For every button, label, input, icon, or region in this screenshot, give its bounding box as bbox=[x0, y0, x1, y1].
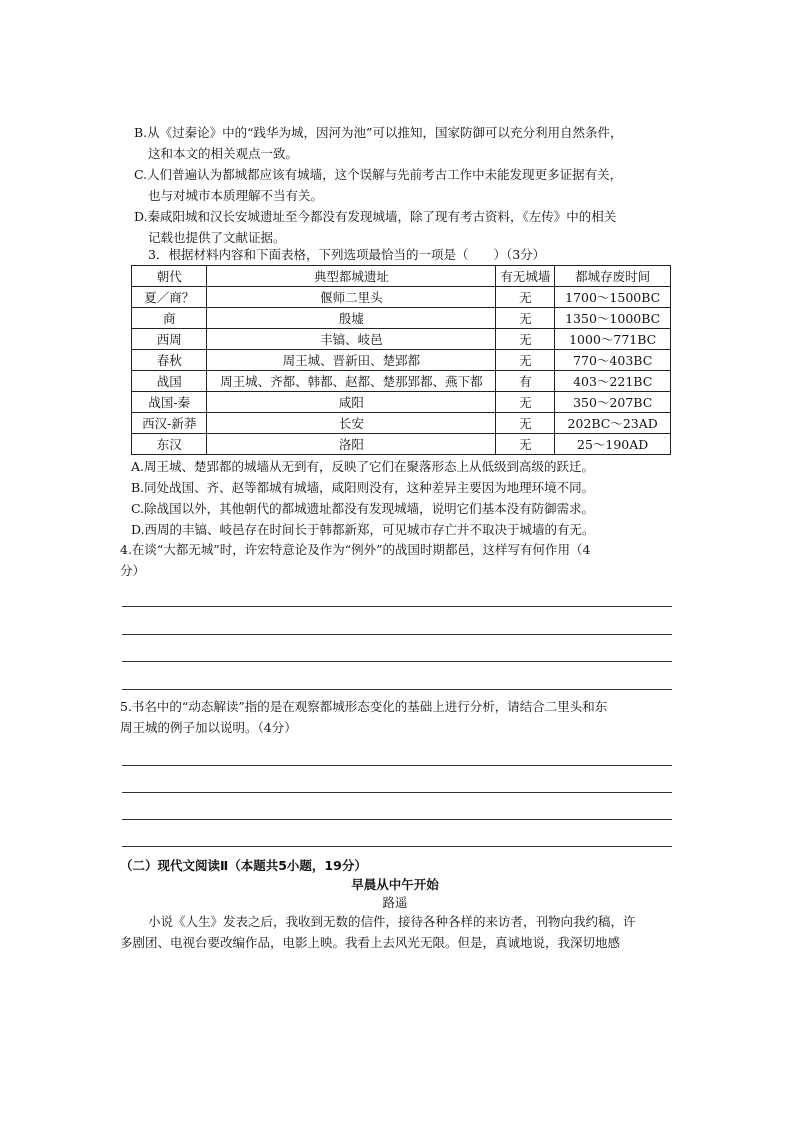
capital-cities-table bbox=[131, 265, 671, 455]
answer-line[interactable] bbox=[122, 634, 672, 635]
table-cell: 无 bbox=[496, 392, 555, 413]
table-cell: 1700～1500BC bbox=[555, 287, 671, 308]
q3-option-d: D.西周的丰镐、岐邑存在时间长于韩都新郑，可见城市存亡并不取决于城墙的有无。 bbox=[131, 522, 595, 537]
answer-line[interactable] bbox=[122, 689, 672, 690]
table-cell: 丰镐、岐邑 bbox=[207, 329, 496, 350]
table-cell: 无 bbox=[496, 350, 555, 371]
table-cell: 1350～1000BC bbox=[555, 308, 671, 329]
q3-option-b: B.同处战国、齐、赵等都城有城墙，咸阳则没有，这种差异主要因为地理环境不同。 bbox=[131, 480, 595, 495]
option-c-line1: C.人们普遍认为都城都应该有城墙，这个误解与先前考古工作中未能发现更多证据有关， bbox=[134, 167, 623, 182]
table-cell: 无 bbox=[496, 308, 555, 329]
table-row bbox=[132, 350, 671, 371]
answer-line[interactable] bbox=[122, 792, 672, 793]
table-cell: 夏／商？ bbox=[132, 287, 207, 308]
article-title: 早晨从中午开始 bbox=[351, 877, 439, 892]
question-5-line2: 周王城的例子加以说明。（4分） bbox=[120, 720, 297, 735]
table-row bbox=[132, 329, 671, 350]
table-row bbox=[132, 371, 671, 392]
table-cell: 西周 bbox=[132, 329, 207, 350]
table-cell: 偃师二里头 bbox=[207, 287, 496, 308]
option-d-line1: D.秦咸阳城和汉长安城遗址至今都没有发现城墙，除了现有考古资料，《左传》中的相关 bbox=[134, 209, 617, 224]
table-cell: 350～207BC bbox=[555, 392, 671, 413]
table-header-cell: 有无城墙 bbox=[496, 266, 555, 287]
table-cell: 有 bbox=[496, 371, 555, 392]
option-d-line2: 记载也提供了文献证据。 bbox=[148, 230, 286, 245]
article-author: 路遥 bbox=[382, 895, 408, 910]
table-cell: 战国 bbox=[132, 371, 207, 392]
option-b-line2: 这和本文的相关观点一致。 bbox=[148, 146, 299, 161]
answer-line[interactable] bbox=[122, 606, 672, 607]
option-b-line1: B.从《过秦论》中的“践华为城，因河为池”可以推知，国家防御可以充分利用自然条件， bbox=[134, 125, 623, 140]
answer-line[interactable] bbox=[122, 765, 672, 766]
table-row bbox=[132, 392, 671, 413]
table-cell: 403～221BC bbox=[555, 371, 671, 392]
section-heading: （二）现代文阅读Ⅱ（本题共5小题，19分） bbox=[120, 858, 367, 873]
table-header-row bbox=[132, 266, 671, 287]
table-cell: 周王城、晋新田、楚郢都 bbox=[207, 350, 496, 371]
q3-option-c: C.除战国以外，其他朝代的都城遗址都没有发现城墙，说明它们基本没有防御需求。 bbox=[131, 501, 595, 516]
table-cell: 无 bbox=[496, 434, 555, 455]
table-cell: 春秋 bbox=[132, 350, 207, 371]
table-header-cell: 典型都城遗址 bbox=[207, 266, 496, 287]
table-cell: 战国-秦 bbox=[132, 392, 207, 413]
table-header-cell: 朝代 bbox=[132, 266, 207, 287]
table-cell: 25～190AD bbox=[555, 434, 671, 455]
table-cell: 无 bbox=[496, 413, 555, 434]
answer-line[interactable] bbox=[122, 661, 672, 662]
question-3-stem: 3．根据材料内容和下面表格，下列选项最恰当的一项是（ ）（3分） bbox=[148, 247, 546, 262]
table-cell: 咸阳 bbox=[207, 392, 496, 413]
article-paragraph-line1: 小说《人生》发表之后，我收到无数的信件，接待各种各样的来访者，刊物向我约稿，许 bbox=[148, 914, 636, 929]
table-cell: 商 bbox=[132, 308, 207, 329]
table-cell: 无 bbox=[496, 329, 555, 350]
table-cell: 长安 bbox=[207, 413, 496, 434]
question-4-line1: 4.在谈“大都无城”时，许宏特意论及作为“例外”的战国时期都邑，这样写有何作用（4 bbox=[120, 542, 591, 557]
table-cell: 770～403BC bbox=[555, 350, 671, 371]
table-cell: 东汉 bbox=[132, 434, 207, 455]
table-header-cell: 都城存废时间 bbox=[555, 266, 671, 287]
table-cell: 西汉-新莽 bbox=[132, 413, 207, 434]
table-cell: 周王城、齐都、韩都、赵都、楚那郢都、燕下都 bbox=[207, 371, 496, 392]
table-cell: 无 bbox=[496, 287, 555, 308]
table-row bbox=[132, 413, 671, 434]
q3-option-a: A.周王城、楚郢都的城墙从无到有，反映了它们在聚落形态上从低级到高级的跃迁。 bbox=[131, 459, 595, 474]
article-paragraph-line2: 多剧团、电视台要改编作品，电影上映。我看上去风光无限。但是，真诚地说，我深切地感 bbox=[120, 935, 621, 950]
question-5-line1: 5.书名中的“动态解读”指的是在观察都城形态变化的基础上进行分析，请结合二里头和东 bbox=[120, 699, 608, 714]
answer-line[interactable] bbox=[122, 819, 672, 820]
question-4-line2: 分） bbox=[120, 563, 146, 578]
option-c-line2: 也与对城市本质理解不当有关。 bbox=[148, 188, 324, 203]
table-row bbox=[132, 308, 671, 329]
table-row bbox=[132, 434, 671, 455]
table-cell: 1000～771BC bbox=[555, 329, 671, 350]
table-cell: 202BC～23AD bbox=[555, 413, 671, 434]
table-cell: 洛阳 bbox=[207, 434, 496, 455]
answer-line[interactable] bbox=[122, 846, 672, 847]
table-row bbox=[132, 287, 671, 308]
table-cell: 殷墟 bbox=[207, 308, 496, 329]
